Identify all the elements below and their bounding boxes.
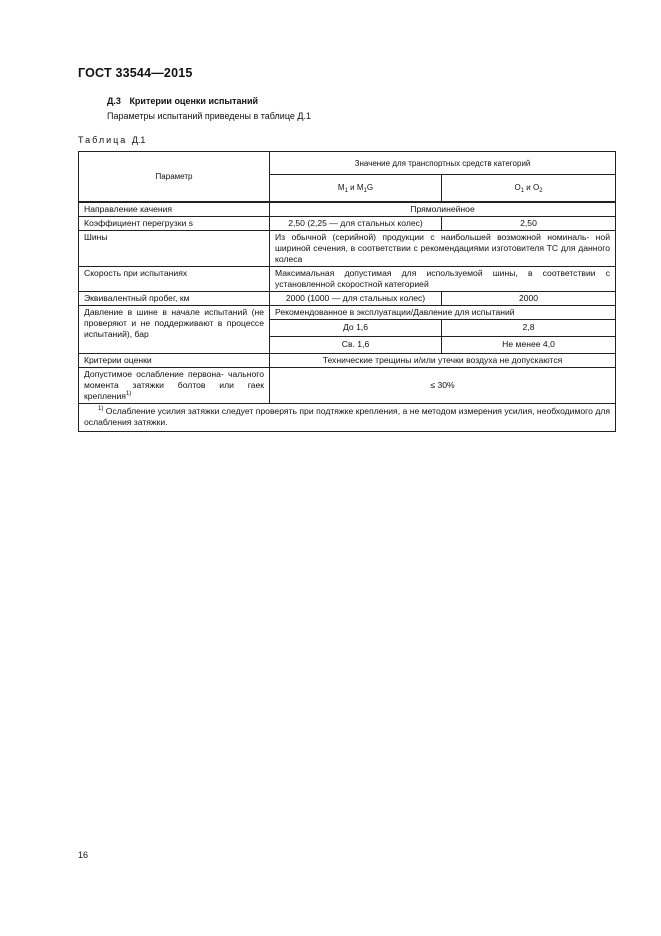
row-label: Эквивалентный пробег, км [79,291,270,305]
row-value: ≤ 30% [270,367,616,403]
table-row [79,266,616,291]
cat2-header-b: и O [524,183,540,193]
section-number: Д.3 [107,96,121,106]
table-row [79,291,616,305]
test-parameters-table [78,151,616,432]
row-label [79,367,270,403]
row-value: Технические трещины и/или утечки воздуха не допускаются [270,353,616,367]
row-label: Давление в шине в начале испытаний (не проверяют и не поддерживают в процессе испытаний), бар [79,305,270,353]
row-value-cat2: Не менее 4,0 [442,336,616,353]
row-value-cat1: До 1,6 [270,319,442,336]
table-row [79,367,616,403]
table-row [79,202,616,217]
row-value-cat1: Св. 1,6 [270,336,442,353]
param-header: Параметр [79,152,270,202]
table-caption [78,135,145,145]
row-value: Из обычной (серийной) продукции с наибольшей возможной номиналь- ной шириной сечения, в соответствии с рекомендациями изготовителя ТС для данного колеса [270,230,616,266]
cat1-header-a: M [337,183,345,193]
row-value-cat2: 2000 [442,291,616,305]
table-row [79,216,616,230]
row-value: Максимальная допустимая для используемой шины, в соответствии с установленной скоростной категорией [270,266,616,291]
footnote-ref: 1) [125,390,132,397]
cat1-header [270,175,442,202]
cat1-header-b: и M [347,183,364,193]
cat2-header-a-sub: 1 [520,188,525,195]
cat1-header-c: G [366,183,374,193]
row-label: Направление качения [79,202,270,217]
table-header-row [79,152,616,175]
section-title: Критерии оценки испытаний [129,96,259,106]
table-caption-number: Д.1 [131,135,146,145]
row-value-cat2: 2,50 [442,216,616,230]
cat2-header-a: O [514,183,521,193]
group-header: Значение для транспортных средств категорий [270,152,616,175]
intro-paragraph: Параметры испытаний приведены в таблице Д.1 [107,111,311,121]
table-caption-word: Таблица [78,135,128,145]
footnote-text: Ослабление усилия затяжки следует проверять при подтяжке крепления, а не методом измерения усилия, необходимого для ослабления затяжки. [84,405,611,427]
cat2-header-b-sub: 2 [539,188,543,195]
table-footnote-row [79,403,616,431]
table-row [79,230,616,266]
row-label: Коэффициент перегрузки s [79,216,270,230]
row-label-text: Допустимое ослабление первона- чального момента затяжки болтов или гаек крепления [84,368,264,401]
page-number: 16 [78,850,89,860]
table-row [79,353,616,367]
table-row [79,305,616,319]
row-label: Шины [79,230,270,266]
footnote-marker: 1) [98,405,104,412]
cat1-header-a-sub: 1 [344,188,348,195]
row-value: Прямолинейное [270,202,616,217]
table-footnote [79,403,616,431]
section-heading [107,96,258,106]
row-value-cat2: 2,8 [442,319,616,336]
cat1-header-b-sub: 1 [363,188,367,195]
row-value: Рекомендованное в эксплуатации/Давление для испытаний [270,305,616,319]
row-label: Критерии оценки [79,353,270,367]
row-value-cat1: 2000 (1000 — для стальных колес) [270,291,442,305]
cat2-header [442,175,616,202]
document-header-title: ГОСТ 33544—2015 [78,66,193,80]
row-label: Скорость при испытаниях [79,266,270,291]
row-value-cat1: 2,50 (2,25 — для стальных колес) [270,216,442,230]
